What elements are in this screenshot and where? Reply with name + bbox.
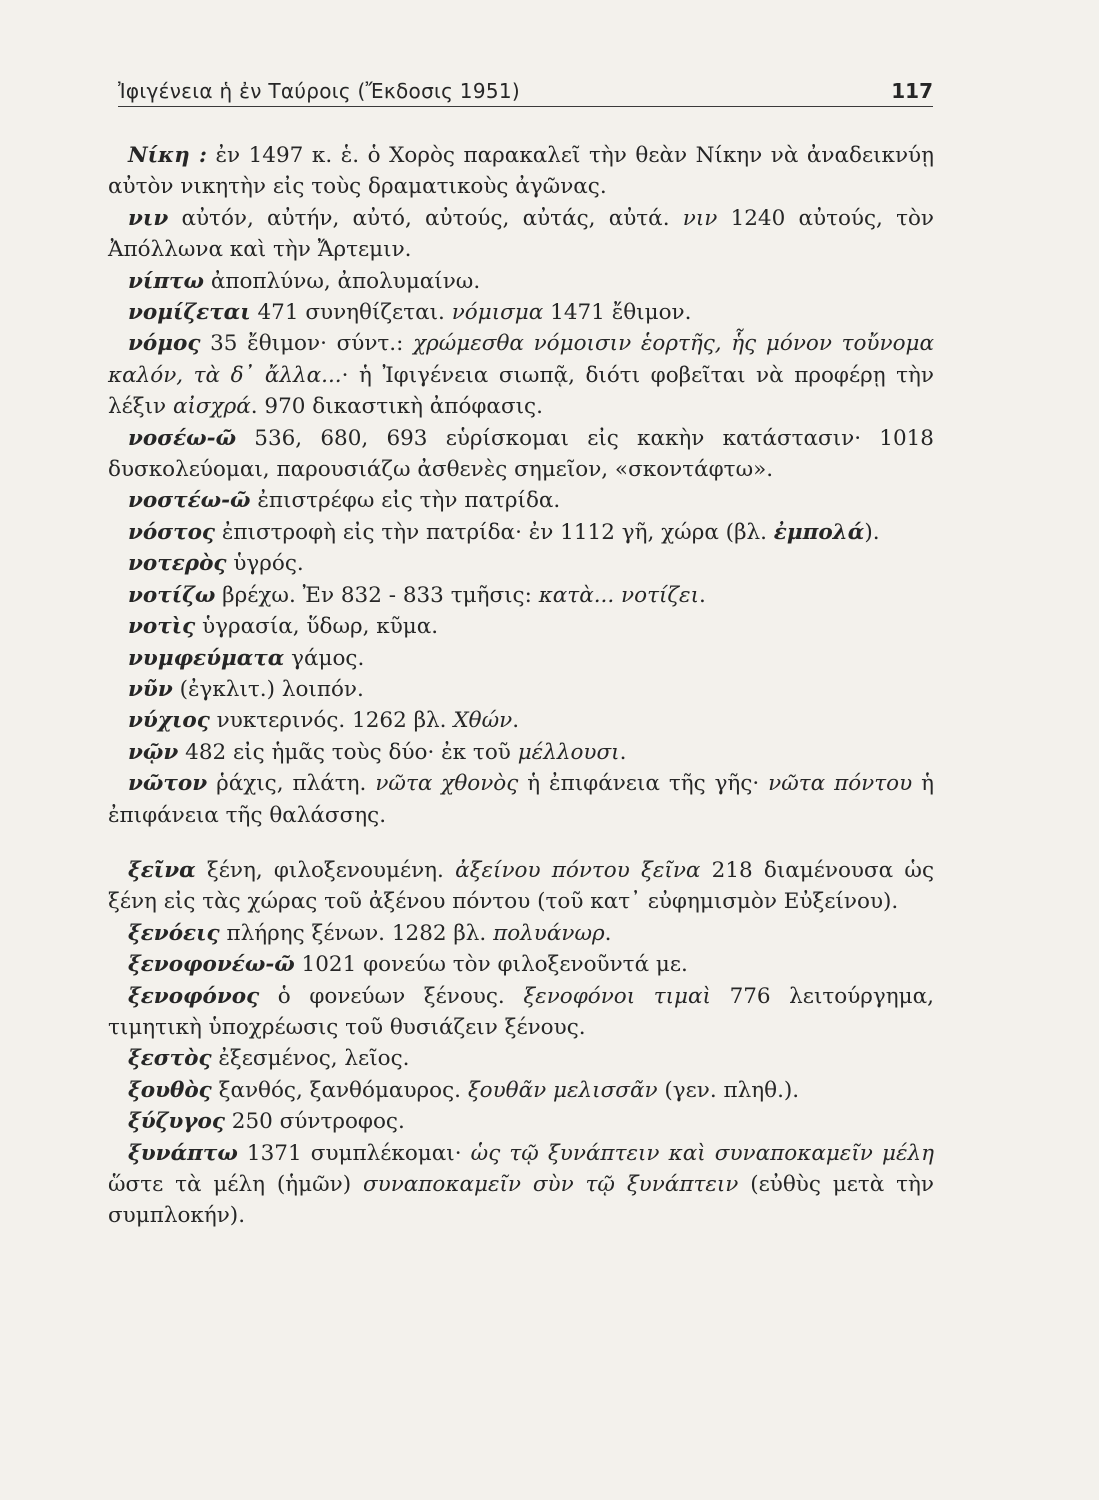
glossary-entry xyxy=(108,674,934,705)
entry-text: νόμισμα xyxy=(451,300,544,326)
entry-text: γάμος. xyxy=(284,645,365,671)
entry-lemma: νοτὶς xyxy=(128,614,196,640)
entry-text: . xyxy=(619,739,627,765)
entry-text: ἀξείνου πόντου ξεῖνα xyxy=(455,857,701,883)
entry-text: νῶτα χθονὸς xyxy=(375,771,519,797)
entry-lemma: νοσέω-ῶ xyxy=(128,425,237,451)
entry-text: · ἡ Ἰφιγένεια σιωπᾷ, διότι φοβεῖται νὰ προφέρῃ τὴν λέξιν xyxy=(108,362,935,420)
entry-text: . xyxy=(699,582,706,608)
entry-lemma: ξεῖνα xyxy=(128,857,196,883)
entry-text: ὑγρασία, ὕδωρ, κῦμα. xyxy=(195,614,439,640)
entry-text: ξένη, φιλοξενουμένη. xyxy=(195,857,456,883)
glossary-entry xyxy=(108,297,934,328)
glossary-entry xyxy=(108,485,934,516)
entry-text: (ἐγκλιτ.) λοιπόν. xyxy=(172,676,364,702)
glossary-entry xyxy=(108,328,934,422)
entry-lemma: ξουθὸς xyxy=(128,1077,212,1103)
entry-text: 250 σύντροφος. xyxy=(224,1109,405,1135)
glossary-entry xyxy=(108,918,934,949)
entry-text: μέλλουσι xyxy=(517,739,620,765)
entry-text: 1021 φονεύω τὸν φιλοξενοῦντά με. xyxy=(294,952,688,978)
entry-text: ἡ ἐπιφάνεια τῆς γῆς· xyxy=(518,771,769,797)
glossary-entry xyxy=(108,737,934,768)
entry-text: ἐν 1497 κ. ἑ. ὁ Χορὸς παρακαλεῖ τὴν θεὰν Νίκην νὰ ἀναδεικνύῃ αὐτὸν νικητὴν εἰς τοὺς δραματικοὺς ἀγῶνας. xyxy=(108,143,934,200)
glossary-entry xyxy=(108,1106,934,1137)
entry-text: . xyxy=(512,708,520,734)
entry-text: Χθών xyxy=(453,708,513,734)
entry-lemma: νόστος xyxy=(128,519,216,545)
entry-text: ξενοφόνοι τιμαὶ xyxy=(523,983,711,1009)
glossary-entry xyxy=(108,768,934,831)
entry-text: ἐπιστροφὴ εἰς τὴν πατρίδα· ἐν 1112 γῆ, χώρα (βλ. xyxy=(215,519,774,545)
entry-text: (γεν. πληθ.). xyxy=(657,1077,800,1103)
entry-text: ἐπιστρέφω εἰς τὴν πατρίδα. xyxy=(250,488,561,514)
entry-text: ὡς τῷ ξυνάπτειν καὶ συναποκαμεῖν μέλη xyxy=(470,1140,934,1166)
entry-text: ξουθᾶν μελισσᾶν xyxy=(467,1077,658,1103)
glossary-entry xyxy=(108,855,934,918)
glossary-entry xyxy=(108,580,934,611)
entry-lemma: νόμος xyxy=(128,331,201,357)
entry-lemma: νοτερὸς xyxy=(128,551,227,577)
entry-text: αὐτόν, αὐτήν, αὐτό, αὐτούς, αὐτάς, αὐτά. xyxy=(168,205,683,231)
entry-text: 776 λειτούργημα, τιμητικὴ ὑποχρέωσις τοῦ θυσιάζειν ξένους. xyxy=(108,983,934,1040)
entry-text: νῶτα πόντου xyxy=(768,771,913,797)
entry-text: ). xyxy=(864,519,880,545)
running-header xyxy=(118,76,933,107)
entry-lemma: νῷν xyxy=(128,739,179,765)
entry-text: 1371 συμπλέκομαι· xyxy=(237,1140,471,1166)
entry-lemma: ξενοφόνος xyxy=(128,983,260,1009)
glossary-entry xyxy=(108,266,934,297)
entry-lemma: ξενοφονέω-ῶ xyxy=(128,952,295,978)
entry-lemma: ξύζυγος xyxy=(128,1109,225,1135)
entry-text: ὥστε τὰ μέλη (ἡμῶν) xyxy=(108,1172,363,1197)
glossary-entry xyxy=(108,949,934,980)
glossary-entry xyxy=(108,140,934,203)
glossary-entry xyxy=(108,548,934,579)
entry-text: 471 συνηθίζεται. xyxy=(250,300,452,326)
entry-text: . 970 δικαστικὴ ἀπόφασις. xyxy=(250,394,543,420)
glossary-body xyxy=(108,140,934,1232)
entry-text: νυκτερινός. 1262 βλ. xyxy=(209,708,454,734)
entry-text: 1240 αὐτούς, τὸν Ἀπόλλωνα καὶ τὴν Ἄρτεμιν. xyxy=(108,205,935,263)
entry-text: πλήρης ξένων. 1282 βλ. xyxy=(219,920,494,946)
entry-lemma: ξενόεις xyxy=(128,920,220,946)
entry-text: ῥάχις, πλάτη. xyxy=(207,771,376,797)
entry-lemma: νῶτον xyxy=(128,771,208,797)
glossary-entry xyxy=(108,705,934,736)
glossary-entry xyxy=(108,643,934,674)
entry-lemma: νίπτω xyxy=(128,268,204,294)
entry-text: ἐμπολά xyxy=(773,519,865,545)
entry-lemma: νιν xyxy=(128,205,169,231)
entry-text: ἐξεσμένος, λεῖος. xyxy=(211,1046,410,1072)
entry-text: 482 εἰς ἡμᾶς τοὺς δύο· ἐκ τοῦ xyxy=(178,739,518,765)
entry-text: . xyxy=(604,920,612,946)
entry-text: 1471 ἔθιμον. xyxy=(543,300,692,326)
entry-text: ξανθός, ξανθόμαυρος. xyxy=(211,1077,468,1103)
entry-lemma: νύχιος xyxy=(128,708,210,734)
glossary-entry xyxy=(108,1043,934,1074)
glossary-entry xyxy=(108,611,934,642)
entry-text: αἰσχρά xyxy=(172,394,251,420)
page-number: 117 xyxy=(891,79,933,103)
entry-text: συναποκαμεῖν σὺν τῷ ξυνάπτειν xyxy=(362,1172,739,1197)
entry-lemma: νοστέω-ῶ xyxy=(128,488,251,514)
entry-text: κατὰ... νοτίζει xyxy=(538,582,700,608)
entry-lemma: Νίκη : xyxy=(128,143,207,168)
entry-text: 35 ἔθιμον· σύντ.: xyxy=(200,331,414,357)
entry-text: χρώμεσθα νόμοισιν ἑορτῆς, ἧς μόνον τοὔνομα καλόν, τὰ δ᾽ ἄλλα... xyxy=(108,331,935,388)
entry-lemma: νυμφεύματα xyxy=(128,645,285,671)
entry-text: ἀποπλύνω, ἀπολυμαίνω. xyxy=(204,268,481,294)
glossary-entry xyxy=(108,423,934,486)
entry-lemma: νοτίζω xyxy=(128,582,216,608)
entry-text: ἡ ἐπιφάνεια τῆς θαλάσσης. xyxy=(108,771,934,828)
glossary-entry xyxy=(108,517,934,548)
glossary-entry xyxy=(108,981,934,1044)
entry-text: νιν xyxy=(682,205,718,231)
glossary-entry xyxy=(108,203,934,266)
running-title: Ἰφιγένεια ἡ ἐν Ταύροις (Ἔκδοσις 1951) xyxy=(118,79,521,103)
entry-text: 218 διαμένουσα ὡς ξένη εἰς τὰς χώρας τοῦ ἀξένου πόντου (τοῦ κατ᾽ εὐφημισμὸν Εὐξείνου). xyxy=(108,857,934,915)
entry-lemma: νῦν xyxy=(128,676,173,702)
entry-text: πολυάνωρ xyxy=(493,920,605,946)
entry-text: βρέχω. Ἐν 832 - 833 τμῆσις: xyxy=(215,582,539,608)
entry-lemma: ξυνάπτω xyxy=(128,1140,238,1166)
entry-text: (εὐθὺς μετὰ τὴν συμπλοκήν). xyxy=(108,1172,934,1229)
entry-lemma: νομίζεται xyxy=(128,300,251,326)
entry-text: ὑγρός. xyxy=(226,551,304,577)
entry-text: ὁ φονεύων ξένους. xyxy=(259,983,524,1009)
glossary-entry xyxy=(108,1138,934,1232)
entry-lemma: ξεστὸς xyxy=(128,1046,212,1072)
entry-text: 536, 680, 693 εὑρίσκομαι εἰς κακὴν κατάστασιν· 1018 δυσκολεύομαι, παρουσιάζω ἀσθενὲς σημεῖον, «σκοντάφτω». xyxy=(108,425,934,483)
glossary-entry xyxy=(108,1075,934,1106)
